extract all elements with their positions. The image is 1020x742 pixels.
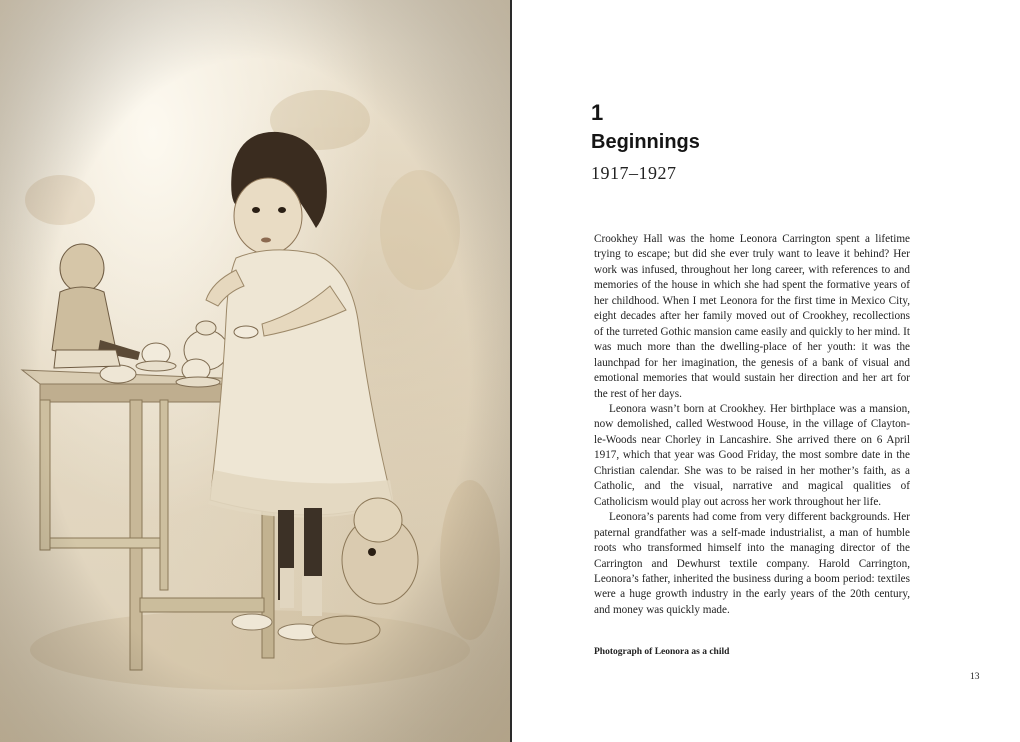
text-page	[512, 0, 1020, 742]
chapter-years: 1917–1927	[591, 163, 677, 183]
photo-caption: Photograph of Leonora as a child	[594, 647, 730, 657]
body-paragraph: Leonora’s parents had come from very different backgrounds. Her paternal grandfather was a self-made industrialist, a man of humble roots who transformed himself into the managing director of the Carrington and Dewhurst textile company. Harold Carrington, Leonora’s father, inherited the business during a boom period: textiles were a huge growth industry in the early years of the 20th century, and money was quickly made.	[594, 511, 910, 616]
chapter-title: Beginnings	[591, 131, 700, 153]
page-number: 13	[970, 672, 980, 682]
body-paragraph: Crookhey Hall was the home Leonora Carrington spent a lifetime trying to escape; but did she ever truly want to leave it behind? Her work was infused, throughout her long career, with references to and memories of the house in which she had spent the formative years of her childhood. When I met Leonora for the first time in Mexico City, eight decades after her family moved out of Crookhey, recollections of the turreted Gothic mansion came easily and quickly to her mind. It was much more than the dwelling-place of her youth: it was the launchpad for her imagination, the genesis of a bank of visual and emotional memories that would sustain her direction and her art for the rest of her days.	[594, 233, 910, 400]
chapter-number: 1	[591, 100, 604, 125]
body-text	[594, 232, 910, 618]
body-paragraph: Leonora wasn’t born at Crookhey. Her birthplace was a mansion, now demolished, called Westwood House, in the village of Clayton-le-Woods near Chorley in Lancashire. She arrived there on 6 April 1917, which that year was Good Friday, the most sombre date in the Christian calendar. She was to be raised in her mother’s faith, as a Catholic, and the visual, narrative and magical qualities of Catholicism would play out across her work throughout her life.	[594, 402, 910, 508]
